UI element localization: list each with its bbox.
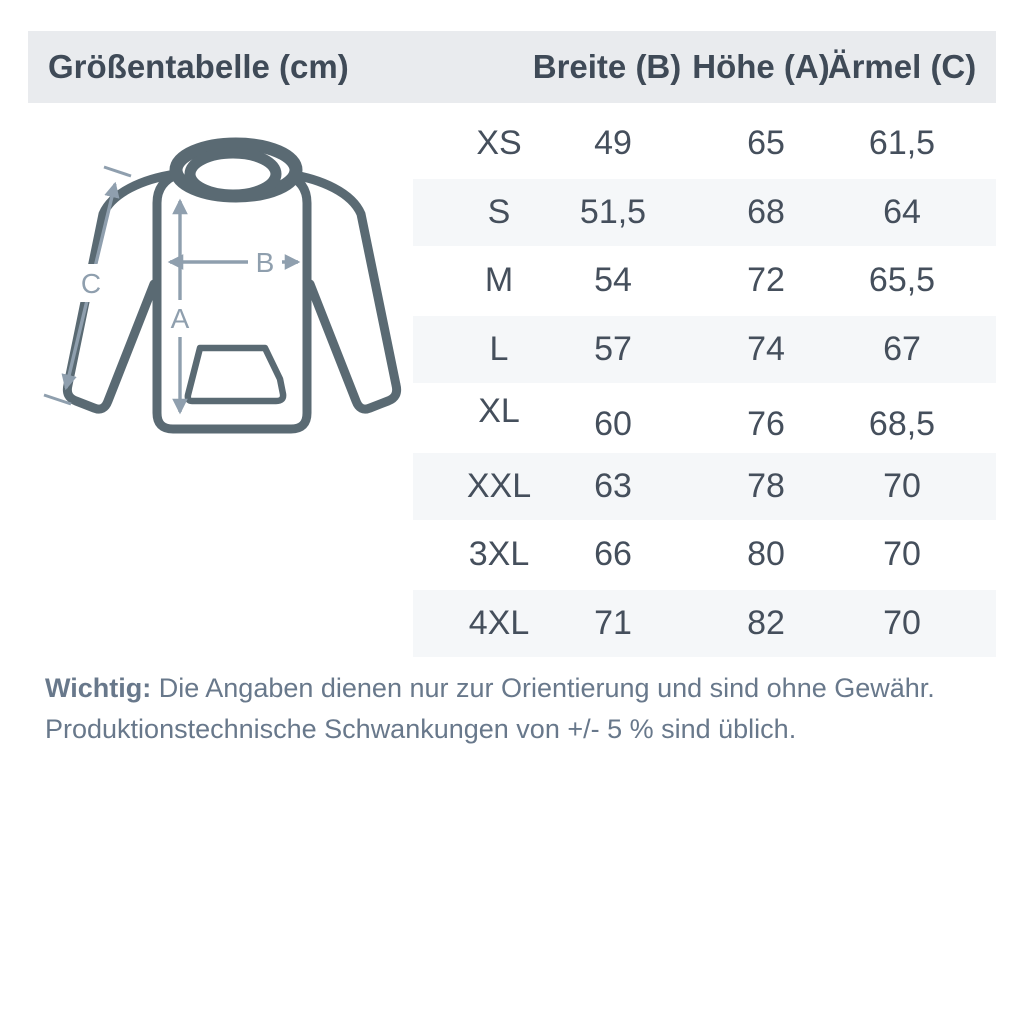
- table-row-3xl: [0, 520, 1024, 589]
- size-label: XS: [476, 124, 522, 162]
- aermel-value: 61,5: [868, 124, 936, 162]
- hoehe-value: 80: [747, 535, 785, 573]
- table-row-l: [0, 315, 1024, 384]
- disclaimer-line-1-text: Die Angaben dienen nur zur Orientierung und sind ohne Gewähr.: [158, 673, 935, 703]
- aermel-value: 70: [883, 466, 921, 505]
- table-row-xs: [0, 109, 1024, 178]
- aermel-value: 68,5: [868, 405, 936, 443]
- hoehe-value: 74: [747, 329, 785, 368]
- size-label: M: [484, 261, 514, 299]
- breite-value: 51,5: [579, 192, 647, 231]
- table-row-m: [0, 246, 1024, 315]
- column-header-hoehe: Höhe (A): [692, 48, 830, 85]
- column-header-breite: Breite (B): [532, 48, 682, 85]
- hoehe-value: 76: [747, 405, 785, 443]
- breite-value: 71: [594, 603, 632, 642]
- aermel-value: 65,5: [868, 261, 936, 299]
- breite-value: 54: [594, 261, 632, 299]
- disclaimer-bold-prefix: Wichtig:: [45, 673, 152, 703]
- disclaimer-line-1: [45, 668, 975, 709]
- table-row-xl: [0, 383, 1024, 452]
- breite-value: 60: [594, 405, 632, 443]
- aermel-value: 64: [883, 192, 921, 231]
- table-row-xxl: [0, 452, 1024, 521]
- disclaimer-line-2: Produktionstechnische Schwankungen von +/- 5 % sind üblich.: [45, 714, 797, 744]
- hoehe-value: 82: [747, 603, 785, 642]
- size-chart-header-bar: [28, 31, 996, 103]
- breite-value: 66: [594, 535, 632, 573]
- size-label: S: [487, 192, 511, 231]
- breite-value: 49: [594, 124, 632, 162]
- table-row-4xl: [0, 589, 1024, 658]
- hoehe-value: 68: [747, 192, 785, 231]
- label-c: C: [80, 268, 102, 299]
- page-title: Größentabelle (cm): [48, 48, 349, 85]
- size-label: 3XL: [468, 535, 530, 573]
- hoehe-value: 78: [747, 466, 785, 505]
- disclaimer-note: [45, 668, 975, 750]
- breite-value: 63: [594, 466, 632, 505]
- size-label: XL: [478, 392, 520, 430]
- aermel-value: 67: [883, 329, 921, 368]
- breite-value: 57: [594, 329, 632, 368]
- hoehe-value: 65: [747, 124, 785, 162]
- label-a: A: [170, 303, 190, 334]
- column-header-aermel: Ärmel (C): [827, 48, 977, 85]
- table-row-s: [0, 178, 1024, 247]
- size-label: L: [489, 329, 509, 368]
- hoehe-value: 72: [747, 261, 785, 299]
- aermel-value: 70: [883, 535, 921, 573]
- size-table: [0, 109, 1024, 657]
- aermel-value: 70: [883, 603, 921, 642]
- size-label: 4XL: [468, 603, 530, 642]
- size-label: XXL: [466, 466, 532, 505]
- label-b: B: [255, 247, 275, 278]
